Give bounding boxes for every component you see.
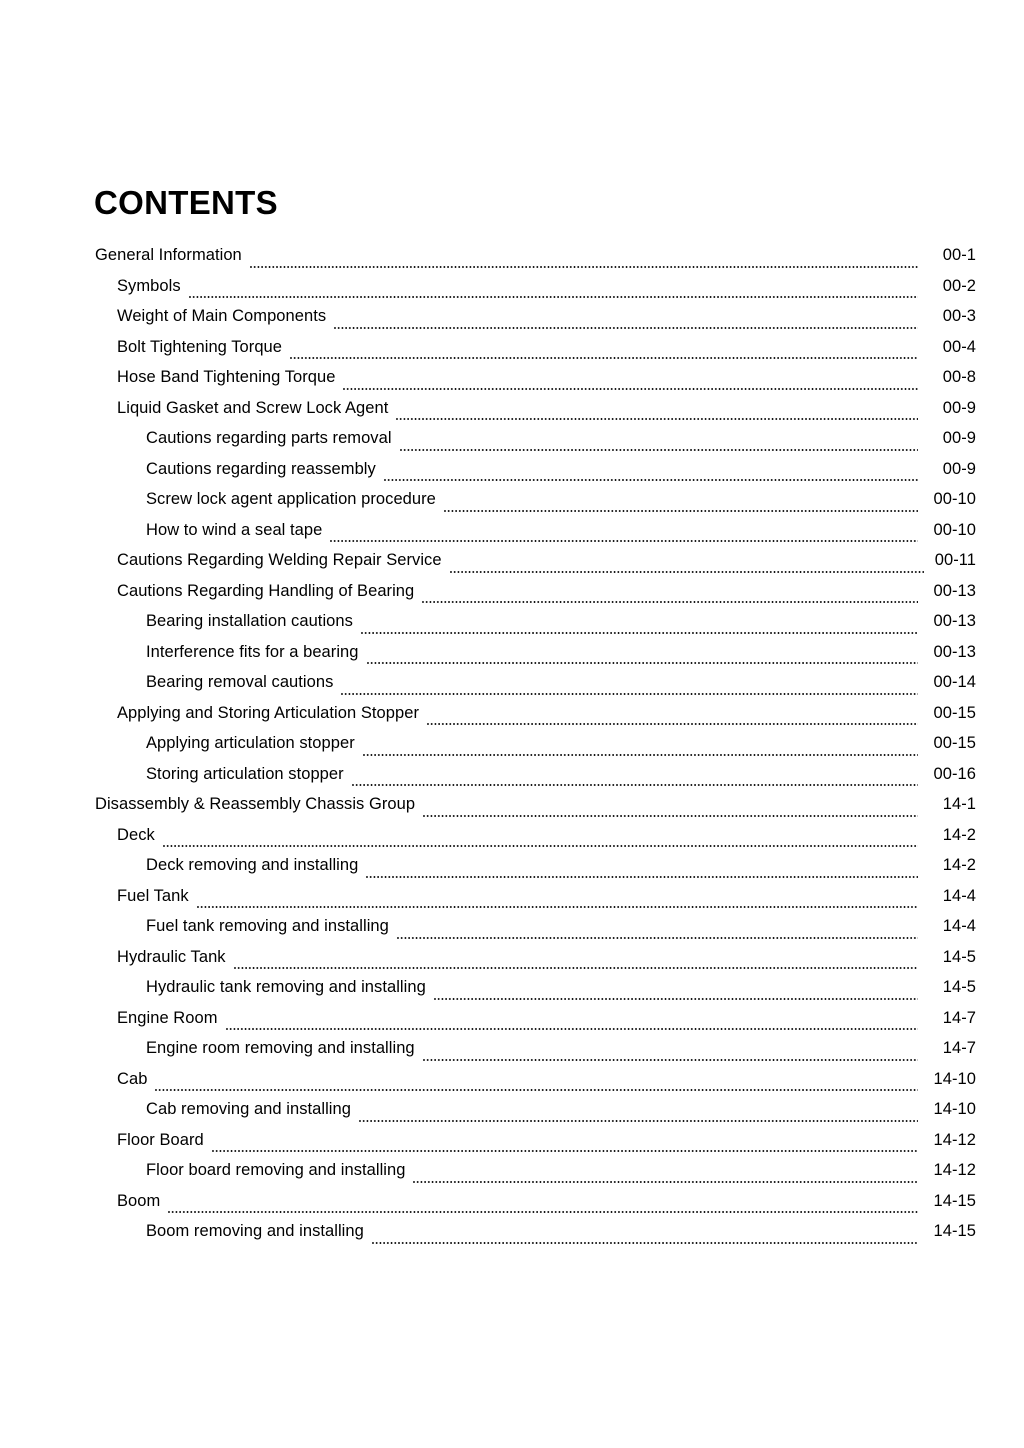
toc-entry-page-number: 00-1 — [942, 246, 976, 264]
toc-entry[interactable] — [0, 1155, 1024, 1186]
toc-entry-inner — [117, 1064, 1024, 1095]
toc-entry[interactable] — [0, 1125, 1024, 1156]
toc-entry-label: Applying articulation stopper — [146, 734, 355, 752]
toc-entry-label: Bearing removal cautions — [146, 673, 334, 691]
toc-entry[interactable] — [0, 393, 1024, 424]
toc-entry-page-number: 00-10 — [933, 520, 976, 539]
toc-entry-label: Applying and Storing Articulation Stopper — [117, 703, 419, 722]
toc-entry-label: General Information — [95, 246, 242, 264]
toc-entry-page-number: 00-4 — [942, 337, 976, 356]
toc-entry-inner — [146, 1033, 1024, 1064]
toc-dot-leader — [226, 1017, 918, 1033]
toc-entry-label: Disassembly & Reassembly Chassis Group — [95, 795, 416, 813]
page-title: CONTENTS — [94, 184, 278, 221]
toc-entry[interactable] — [0, 301, 1024, 332]
toc-entry-inner — [146, 606, 1024, 637]
toc-dot-leader — [341, 682, 918, 698]
toc-entry[interactable] — [0, 362, 1024, 393]
toc-entry[interactable] — [0, 1064, 1024, 1095]
toc-entry-inner — [146, 911, 1024, 942]
toc-entry-label: Weight of Main Components — [117, 307, 327, 325]
toc-dot-leader — [397, 926, 918, 942]
toc-entry-page-number: 00-8 — [942, 368, 976, 386]
toc-entry-label: Screw lock agent application procedure — [146, 490, 436, 508]
toc-entry-page-number: 00-11 — [934, 551, 976, 569]
toc-entry-label: Boom removing and installing — [146, 1222, 364, 1240]
toc-entry-label: Liquid Gasket and Screw Lock Agent — [117, 398, 389, 417]
toc-entry-label: How to wind a seal tape — [146, 520, 323, 539]
toc-entry-inner — [146, 515, 1024, 546]
toc-entry[interactable] — [0, 911, 1024, 942]
toc-entry-label: Cab — [117, 1069, 148, 1088]
toc-entry-label: Storing articulation stopper — [146, 764, 344, 783]
toc-entry[interactable] — [0, 881, 1024, 912]
toc-dot-leader — [234, 956, 918, 972]
toc-entry-label: Hydraulic Tank — [117, 947, 226, 966]
toc-entry-page-number: 00-13 — [933, 581, 976, 600]
toc-entry-inner — [146, 728, 1024, 759]
toc-entry-inner — [146, 759, 1024, 790]
toc-dot-leader — [372, 1231, 918, 1247]
toc-entry-page-number: 14-2 — [942, 856, 976, 874]
toc-entry-inner — [146, 637, 1024, 668]
toc-entry-page-number: 14-7 — [942, 1008, 976, 1027]
toc-entry-label: Cautions Regarding Handling of Bearing — [117, 581, 415, 600]
toc-dot-leader — [290, 346, 918, 362]
toc-entry-inner — [117, 545, 1024, 576]
toc-entry-label: Symbols — [117, 276, 181, 295]
toc-entry[interactable] — [0, 515, 1024, 546]
toc-entry-page-number: 00-9 — [942, 398, 976, 417]
toc-dot-leader — [366, 865, 918, 881]
toc-entry-label: Deck — [117, 825, 155, 844]
toc-entry-inner — [117, 942, 1024, 973]
toc-dot-leader — [423, 1048, 918, 1064]
toc-entry-label: Cautions regarding parts removal — [146, 429, 392, 447]
toc-entry-inner — [117, 881, 1024, 912]
toc-entry[interactable] — [0, 1186, 1024, 1217]
toc-entry[interactable] — [0, 240, 1024, 271]
toc-entry-inner — [146, 423, 1024, 454]
toc-dot-leader — [189, 285, 918, 301]
toc-dot-leader — [212, 1139, 918, 1155]
toc-entry-inner — [146, 850, 1024, 881]
toc-entry[interactable] — [0, 972, 1024, 1003]
toc-entry-inner — [117, 1125, 1024, 1156]
toc-entry-page-number: 14-15 — [933, 1222, 976, 1240]
toc-entry[interactable] — [0, 789, 1024, 820]
toc-entry-inner — [117, 332, 1024, 363]
toc-entry-page-number: 14-5 — [942, 947, 976, 966]
toc-entry-label: Engine room removing and installing — [146, 1039, 415, 1057]
toc-entry-inner — [146, 1155, 1024, 1186]
toc-dot-leader — [363, 743, 918, 759]
toc-entry[interactable] — [0, 1216, 1024, 1247]
toc-entry-label: Deck removing and installing — [146, 856, 359, 874]
toc-entry-page-number: 14-4 — [942, 886, 976, 905]
toc-dot-leader — [343, 377, 918, 393]
toc-dot-leader — [330, 529, 918, 545]
toc-entry-inner — [117, 393, 1024, 424]
toc-entry-page-number: 14-12 — [933, 1161, 976, 1179]
toc-entry-inner — [95, 789, 1024, 820]
toc-entry[interactable] — [0, 1033, 1024, 1064]
toc-dot-leader — [250, 255, 918, 271]
toc-entry-inner — [117, 301, 1024, 332]
toc-entry-label: Floor board removing and installing — [146, 1161, 406, 1179]
toc-entry[interactable] — [0, 423, 1024, 454]
toc-entry[interactable] — [0, 667, 1024, 698]
toc-dot-leader — [450, 560, 924, 576]
toc-entry-page-number: 00-14 — [933, 673, 976, 691]
toc-entry-label: Bearing installation cautions — [146, 612, 353, 630]
toc-entry-page-number: 14-10 — [933, 1069, 976, 1088]
toc-dot-leader — [434, 987, 918, 1003]
toc-entry-page-number: 00-9 — [942, 459, 976, 478]
toc-dot-leader — [334, 316, 918, 332]
toc-entry-label: Cautions Regarding Welding Repair Service — [117, 551, 442, 569]
toc-dot-leader — [168, 1200, 918, 1216]
toc-dot-leader — [422, 590, 918, 606]
toc-entry-inner — [146, 667, 1024, 698]
toc-entry[interactable] — [0, 728, 1024, 759]
toc-entry-inner — [117, 698, 1024, 729]
toc-dot-leader — [400, 438, 918, 454]
toc-entry-page-number: 14-1 — [942, 795, 976, 813]
toc-entry[interactable] — [0, 820, 1024, 851]
toc-entry-page-number: 00-15 — [933, 734, 976, 752]
toc-entry-inner — [146, 1216, 1024, 1247]
toc-entry[interactable] — [0, 1003, 1024, 1034]
toc-entry[interactable] — [0, 850, 1024, 881]
toc-entry-page-number: 14-7 — [942, 1039, 976, 1057]
toc-entry-page-number: 00-13 — [933, 612, 976, 630]
toc-entry-page-number: 00-16 — [933, 764, 976, 783]
toc-entry[interactable] — [0, 942, 1024, 973]
toc-entry-page-number: 14-5 — [942, 978, 976, 996]
toc-entry-inner — [117, 1186, 1024, 1217]
toc-entry-page-number: 14-10 — [933, 1100, 976, 1118]
toc-entry-label: Fuel tank removing and installing — [146, 917, 389, 935]
toc-entry-page-number: 14-15 — [933, 1191, 976, 1210]
toc-entry-label: Cautions regarding reassembly — [146, 459, 376, 478]
table-of-contents — [0, 240, 1024, 1247]
toc-dot-leader — [155, 1078, 918, 1094]
toc-entry-label: Interference fits for a bearing — [146, 642, 359, 661]
toc-entry[interactable] — [0, 698, 1024, 729]
toc-entry-page-number: 00-13 — [933, 642, 976, 661]
toc-entry[interactable] — [0, 606, 1024, 637]
toc-dot-leader — [413, 1170, 918, 1186]
toc-dot-leader — [352, 773, 918, 789]
toc-entry-label: Fuel Tank — [117, 886, 189, 905]
toc-entry[interactable] — [0, 271, 1024, 302]
toc-entry-inner — [117, 271, 1024, 302]
toc-entry[interactable] — [0, 545, 1024, 576]
toc-dot-leader — [367, 651, 919, 667]
toc-entry-label: Engine Room — [117, 1008, 218, 1027]
toc-entry-page-number: 00-9 — [942, 429, 976, 447]
toc-entry-label: Hose Band Tightening Torque — [117, 368, 336, 386]
toc-entry-label: Cab removing and installing — [146, 1100, 351, 1118]
toc-entry-page-number: 00-3 — [942, 307, 976, 325]
toc-entry[interactable] — [0, 576, 1024, 607]
toc-dot-leader — [423, 804, 918, 820]
toc-entry-inner — [146, 972, 1024, 1003]
toc-dot-leader — [384, 468, 918, 484]
toc-entry-page-number: 14-2 — [942, 825, 976, 844]
toc-dot-leader — [444, 499, 918, 515]
toc-entry-label: Floor Board — [117, 1130, 204, 1149]
toc-entry[interactable] — [0, 484, 1024, 515]
toc-entry-inner — [117, 362, 1024, 393]
toc-entry[interactable] — [0, 454, 1024, 485]
toc-entry-page-number: 00-15 — [933, 703, 976, 722]
toc-dot-leader — [361, 621, 918, 637]
toc-entry-page-number: 14-4 — [942, 917, 976, 935]
toc-entry[interactable] — [0, 759, 1024, 790]
toc-dot-leader — [163, 834, 918, 850]
toc-entry[interactable] — [0, 637, 1024, 668]
toc-entry[interactable] — [0, 1094, 1024, 1125]
toc-entry-inner — [117, 576, 1024, 607]
toc-entry-inner — [95, 240, 1024, 271]
toc-entry-page-number: 00-10 — [933, 490, 976, 508]
toc-entry[interactable] — [0, 332, 1024, 363]
toc-entry-page-number: 14-12 — [933, 1130, 976, 1149]
toc-dot-leader — [359, 1109, 918, 1125]
toc-dot-leader — [197, 895, 918, 911]
toc-dot-leader — [396, 407, 918, 423]
toc-entry-inner — [146, 1094, 1024, 1125]
toc-entry-inner — [117, 820, 1024, 851]
toc-entry-inner — [117, 1003, 1024, 1034]
toc-entry-inner — [146, 484, 1024, 515]
toc-dot-leader — [427, 712, 918, 728]
toc-entry-page-number: 00-2 — [942, 276, 976, 295]
toc-entry-label: Boom — [117, 1191, 161, 1210]
toc-entry-label: Bolt Tightening Torque — [117, 337, 282, 356]
toc-entry-label: Hydraulic tank removing and installing — [146, 978, 426, 996]
toc-entry-inner — [146, 454, 1024, 485]
